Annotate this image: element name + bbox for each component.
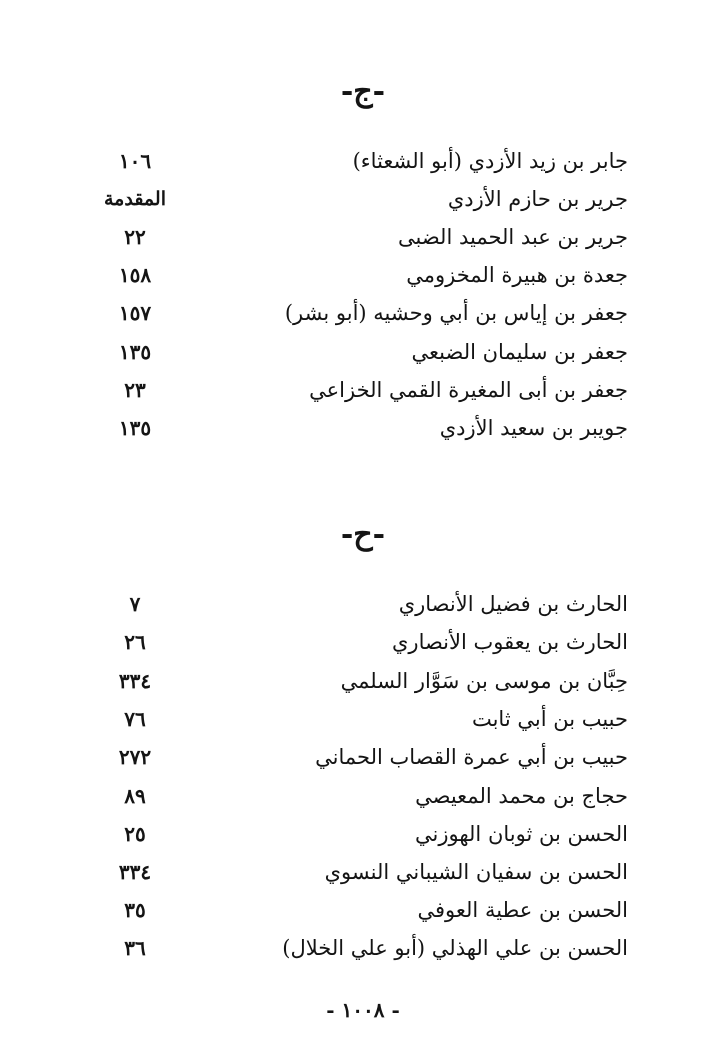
entry-page-number: ٢٥ — [124, 822, 146, 846]
entry-name: الحارث بن يعقوب الأنصاري — [391, 630, 628, 654]
index-entry — [0, 623, 726, 661]
entry-name: حِبَّان بن موسى بن سَوَّار السلمي — [340, 669, 628, 693]
entry-name: الحارث بن فضيل الأنصاري — [398, 592, 628, 616]
index-entry — [0, 815, 726, 853]
entry-page-number: ٢٧٢ — [118, 745, 152, 769]
index-entry — [0, 371, 726, 409]
entry-page-number: ٢٢ — [124, 225, 146, 249]
entry-name: الحسن بن عطية العوفي — [417, 898, 628, 922]
index-entry — [0, 585, 726, 623]
entry-page-number: ٨٩ — [124, 784, 146, 808]
entry-page-number: ٣٦ — [124, 936, 146, 960]
entry-page-number: ١٣٥ — [118, 416, 152, 440]
entry-page-number: ٣٣٤ — [118, 860, 152, 884]
entry-name: الحسن بن علي الهذلي (أبو علي الخلال) — [282, 936, 628, 960]
entry-page-number: المقدمة — [103, 188, 166, 210]
entry-page-number: ١٥٧ — [118, 301, 152, 325]
index-entry — [0, 142, 726, 180]
index-entry — [0, 662, 726, 700]
index-entry — [0, 409, 726, 447]
index-entry — [0, 180, 726, 218]
entry-page-number: ١٠٦ — [118, 149, 152, 173]
entry-page-number: ٣٥ — [124, 898, 146, 922]
section-heading-jim: -ج- — [340, 74, 386, 109]
entry-name: حبيب بن أبي ثابت — [471, 707, 628, 731]
entry-page-number: ١٣٥ — [118, 340, 152, 364]
index-entry — [0, 929, 726, 967]
entry-name: جويبر بن سعيد الأزدي — [439, 416, 628, 440]
page-number-footer: - ١٠٠٨ - — [326, 998, 400, 1022]
entry-name: جعفر بن إياس بن أبي وحشيه (أبو بشر) — [284, 301, 628, 325]
entry-name: جرير بن عبد الحميد الضبى — [398, 225, 628, 249]
entry-page-number: ٣٣٤ — [118, 669, 152, 693]
entry-name: حبيب بن أبي عمرة القصاب الحماني — [315, 745, 628, 769]
entry-page-number: ٧ — [129, 592, 141, 616]
entry-page-number: ١٥٨ — [118, 263, 152, 287]
index-entry — [0, 218, 726, 256]
entry-page-number: ٧٦ — [124, 707, 146, 731]
section-heading-ha: -ح- — [340, 517, 386, 552]
entry-name: الحسن بن سفيان الشيباني النسوي — [324, 860, 628, 884]
index-entry — [0, 853, 726, 891]
entry-name: الحسن بن ثوبان الهوزني — [415, 822, 628, 846]
index-entry — [0, 333, 726, 371]
entry-name: جابر بن زيد الأزدي (أبو الشعثاء) — [352, 149, 628, 173]
index-entry — [0, 777, 726, 815]
entry-name: جرير بن حازم الأزدي — [447, 187, 628, 211]
index-entry — [0, 294, 726, 332]
index-entry — [0, 256, 726, 294]
entry-page-number: ٢٣ — [124, 378, 146, 402]
index-entry — [0, 700, 726, 738]
index-entry — [0, 891, 726, 929]
entry-name: جعفر بن سليمان الضبعي — [411, 340, 628, 364]
entry-page-number: ٢٦ — [124, 630, 146, 654]
entry-name: جعفر بن أبى المغيرة القمي الخزاعي — [309, 378, 628, 402]
entry-name: حجاج بن محمد المعيصي — [415, 784, 628, 808]
index-entry — [0, 738, 726, 776]
entry-name: جعدة بن هبيرة المخزومي — [406, 263, 628, 287]
